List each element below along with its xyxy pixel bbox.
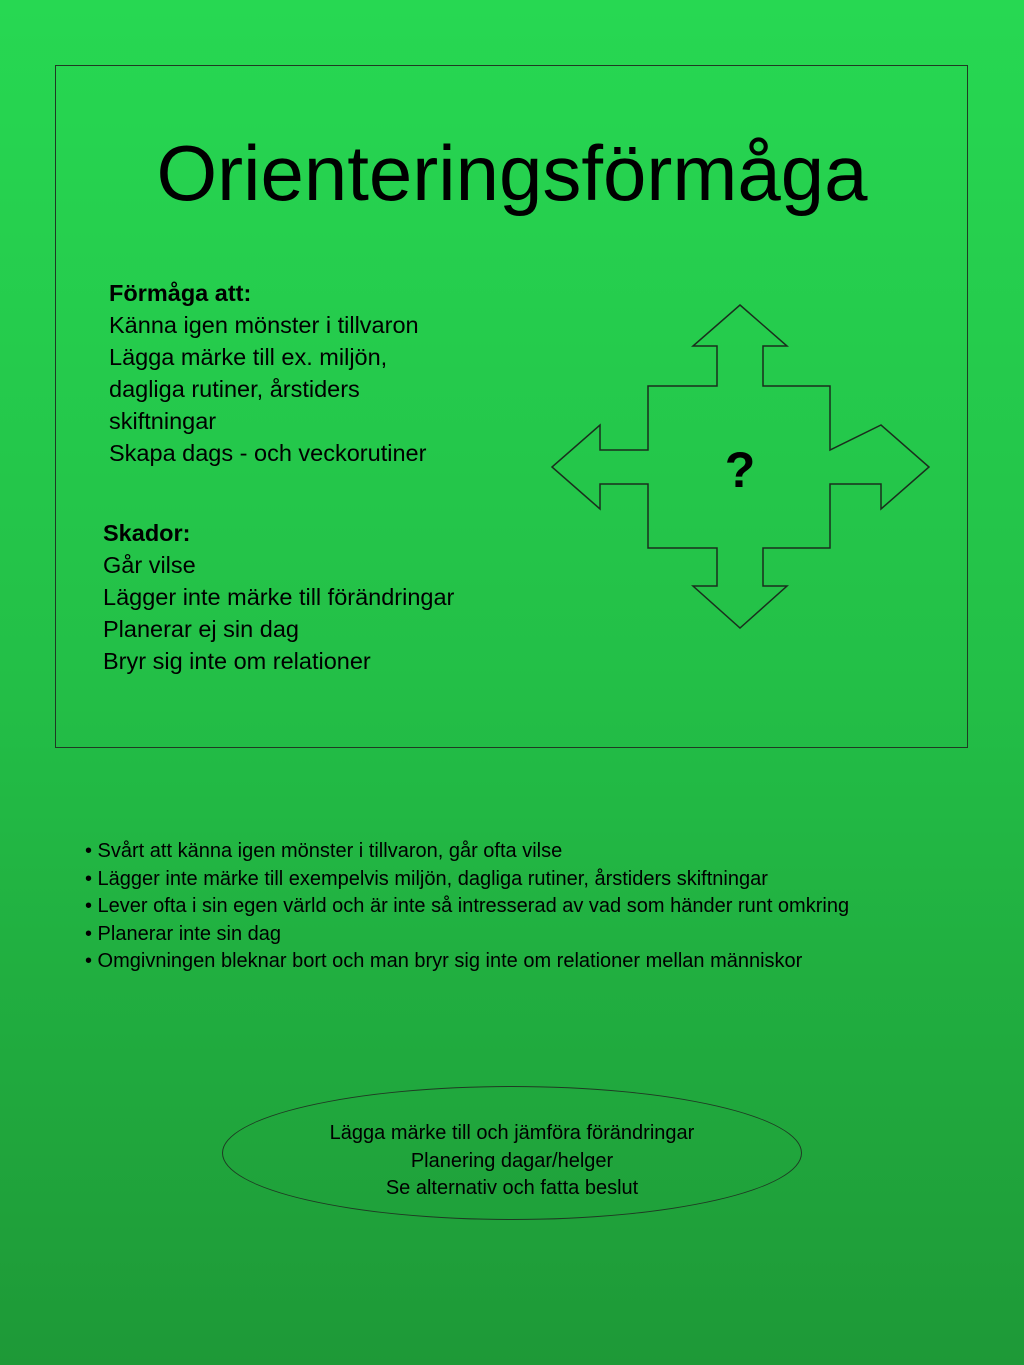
damages-line: Bryr sig inte om relationer <box>103 648 371 674</box>
list-item: • Planerar inte sin dag <box>85 922 282 945</box>
list-item: • Lever ofta i sin egen värld och är inte så intresserad av vad som händer runt omkring <box>85 895 850 917</box>
damages-line: Går vilse <box>103 552 196 578</box>
abilities-line: Skapa dags - och veckorutiner <box>109 440 427 466</box>
abilities-line: Lägga märke till ex. miljön, <box>109 344 388 370</box>
page-title: Orienteringsförmåga <box>156 129 868 217</box>
abilities-line: dagliga rutiner, årstiders <box>109 376 360 402</box>
abilities-heading: Förmåga att: <box>109 280 252 306</box>
abilities-line: Känna igen mönster i tillvaron <box>109 312 419 338</box>
ellipse-line: Se alternativ och fatta beslut <box>385 1177 639 1199</box>
damages-line: Lägger inte märke till förändringar <box>103 584 455 610</box>
abilities-block <box>109 277 426 469</box>
damages-line: Planerar ej sin dag <box>103 616 299 642</box>
abilities-line: skiftningar <box>109 408 217 434</box>
summary-bullet-list <box>85 838 925 976</box>
ellipse-text <box>222 1120 802 1203</box>
list-item: • Lägger inte märke till exempelvis miljön, dagliga rutiner, årstiders skiftningar <box>85 867 768 890</box>
ellipse-line: Lägga märke till och jämföra förändringar <box>329 1122 695 1144</box>
list-item: • Omgivningen bleknar bort och man bryr sig inte om relationer mellan människor <box>85 950 803 972</box>
list-item: • Svårt att känna igen mönster i tillvaron, går ofta vilse <box>85 840 563 862</box>
ellipse-line: Planering dagar/helger <box>410 1149 614 1172</box>
question-mark-label: ? <box>724 442 756 498</box>
damages-heading: Skador: <box>103 520 191 546</box>
damages-block <box>103 517 454 677</box>
